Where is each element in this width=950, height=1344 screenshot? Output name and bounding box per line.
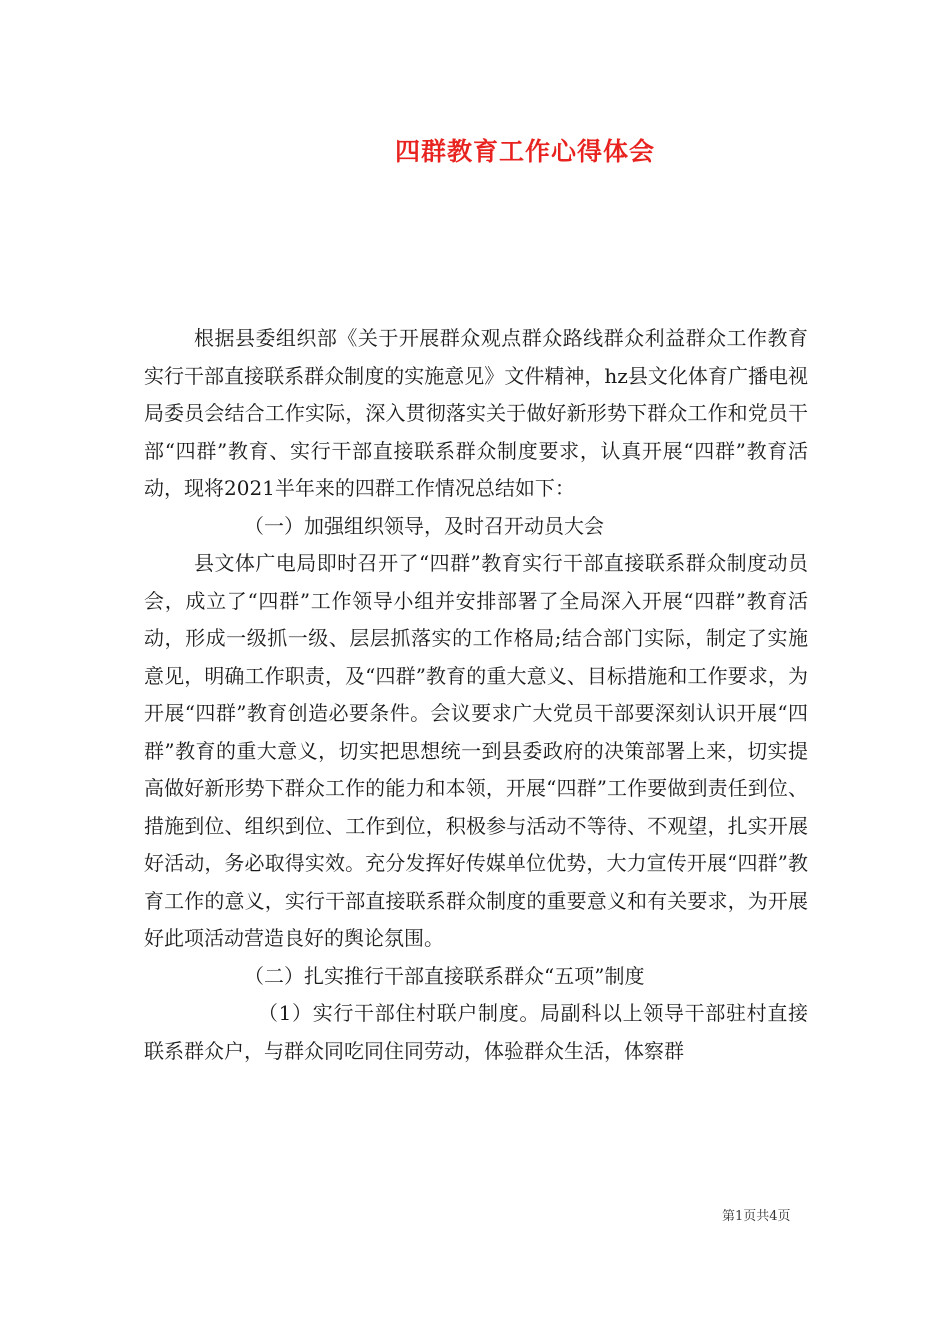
intro-paragraph: 根据县委组织部《关于开展群众观点群众路线群众利益群众工作教育实行干部直接联系群众制度的实施意见》文件精神，hz县文化体育广播电视局委员会结合工作实际，深入贯彻落实关于做好新形势下群众工作和党员干部“四群”教育、实行干部直接联系群众制度要求，认真开展“四群”教育活动，现将2021半年来的四群工作情况总结如下： [144,326,808,500]
page-number: 第1页共4页 [722,1209,791,1224]
document-title: 四群教育工作心得体会 [394,137,655,166]
section-2-item-1: （1）实行干部住村联户制度。局副科以上领导干部驻村直接联系群众户，与群众同吃同住同劳动，体验群众生活，体察群 [144,1001,808,1063]
document-body [144,320,808,1070]
section-heading-2: （二）扎实推行干部直接联系群众“五项”制度 [244,963,645,988]
section-1-paragraph: 县文体广电局即时召开了“四群”教育实行干部直接联系群众制度动员会，成立了“四群”工作领导小组并安排部署了全局深入开展“四群”教育活动，形成一级抓一级、层层抓落实的工作格局;结合部门实际，制定了实施意见，明确工作职责，及“四群”教育的重大意义、目标措施和工作要求，为开展“四群”教育创造必要条件。会议要求广大党员干部要深刻认识开展“四群”教育的重大意义，切实把思想统一到县委政府的决策部署上来，切实提高做好新形势下群众工作的能力和本领，开展“四群”工作要做到责任到位、措施到位、组织到位、工作到位，积极参与活动不等待、不观望，扎实开展好活动，务必取得实效。充分发挥好传媒单位优势，大力宣传开展“四群”教育工作的意义，实行干部直接联系群众制度的重要意义和有关要求，为开展好此项活动营造良好的舆论氛围。 [144,551,808,950]
section-heading-1: （一）加强组织领导，及时召开动员大会 [244,513,604,538]
